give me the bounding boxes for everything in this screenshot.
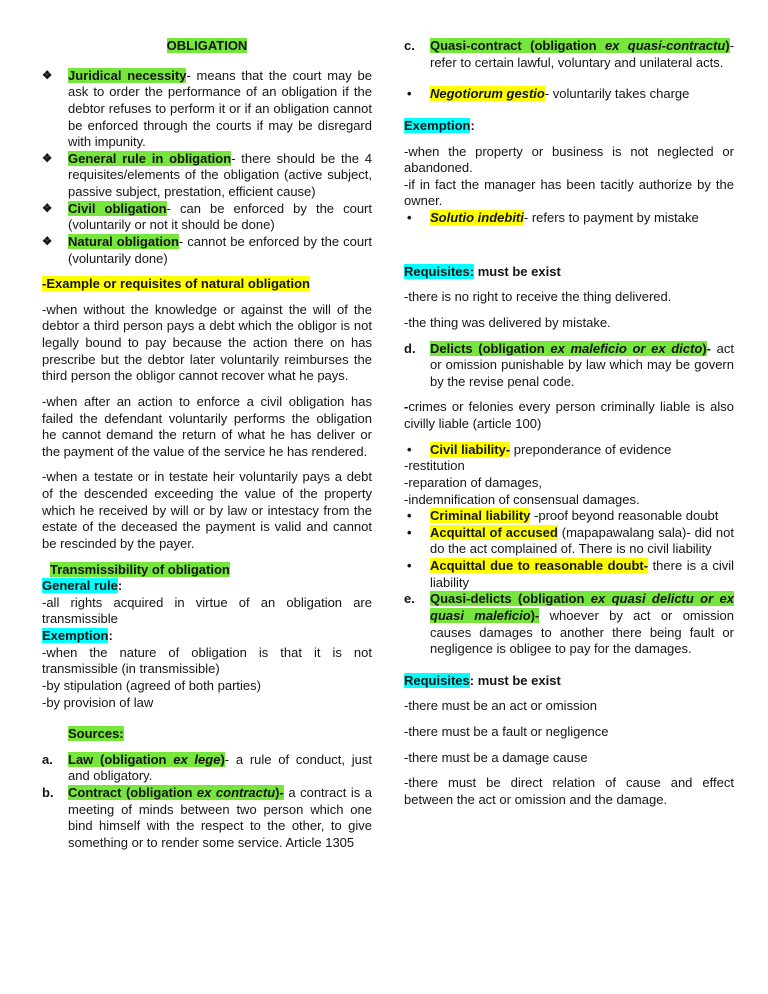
paragraph (42, 645, 372, 678)
highlighted-text: Quasi-contract (obligation (430, 38, 605, 53)
list-item-text (430, 525, 734, 558)
text-segment: crimes or felonies every person criminally liable is also civilly liable (article 100) (404, 399, 734, 431)
text-segment: a contract is a meeting of minds between two person which one bind himself with the respect to the other, to give something or to render some service. Article 1305 (68, 785, 372, 850)
diamond-list-item (42, 234, 372, 267)
text-segment: whoever by act or omission causes damages to another there being fault or negligence is obligee to pay for the damages. (430, 607, 735, 657)
highlighted-text: Exemption (42, 628, 109, 643)
text-segment: - can be enforced by the court (voluntarily or not it should be done) (68, 200, 372, 233)
text-segment: act or omission punishable by law which may be govern by the revise penal code. (430, 340, 734, 389)
highlighted-text: Transmissibility of obligation (50, 561, 230, 577)
dot-bullet-icon: • (407, 508, 412, 524)
dot-bullet-icon: • (407, 86, 412, 102)
item-letter-label: b. (42, 785, 54, 800)
list-item-text (68, 752, 372, 785)
spacer (404, 135, 734, 144)
spacer (404, 227, 734, 264)
spacer (404, 658, 734, 673)
text-line (404, 118, 734, 135)
text-segment: -indemnification of consensual damages. (404, 491, 640, 507)
highlighted-text: Quasi-delicts (obligation (430, 591, 591, 607)
text-segment: -when after an action to enforce a civil obligation has failed the defendant voluntarily performs the obligation he cannot demand the return of what he has deliver or the payment of the value of the service he has rendered. (42, 393, 372, 459)
bullet-list-item (404, 558, 734, 591)
lettered-list-item (404, 38, 734, 71)
highlighted-text: ex lege (173, 751, 221, 767)
list-item-text (68, 201, 372, 234)
paragraph (42, 469, 372, 552)
left-column (42, 38, 372, 852)
text-line (42, 276, 372, 293)
highlighted-text: ex contractu (196, 785, 276, 800)
text-segment: - cannot be enforced by the court (voluntarily done) (68, 233, 372, 266)
spacer (42, 553, 372, 562)
section-heading (42, 726, 372, 743)
text-segment: -by stipulation (agreed of both parties) (42, 677, 261, 693)
paragraph (404, 750, 734, 767)
list-item-text (68, 151, 372, 201)
text-segment: -when the property or business is not neglected or abandoned. (404, 143, 734, 176)
diamond-list-item (42, 151, 372, 201)
text-line (42, 578, 372, 595)
spacer (404, 103, 734, 118)
paragraph (404, 177, 734, 210)
spacer (42, 267, 372, 276)
highlighted-text: Negotiorum gestio (430, 86, 545, 102)
text-segment: -proof beyond reasonable doubt (530, 508, 719, 524)
text-segment: -by provision of law (42, 694, 154, 710)
text-segment: there is a civil liability (430, 558, 734, 590)
text-segment: - there should be the 4 requisites/elements of the obligation (active subject, passive subject, prestation, efficient cause) (68, 150, 372, 199)
item-letter-label: a. (42, 751, 53, 767)
bullet-list-item (404, 442, 734, 459)
text-segment: -there is no right to receive the thing delivered. (404, 289, 672, 305)
section-heading (42, 562, 372, 579)
list-item-text (68, 234, 372, 267)
paragraph (404, 698, 734, 715)
highlighted-text: Sources: (68, 726, 124, 742)
bullet-list-item (404, 508, 734, 525)
diamond-bullet-icon: ❖ (42, 235, 53, 248)
highlighted-text: OBLIGATION (166, 38, 248, 53)
diamond-bullet-icon: ❖ (42, 152, 53, 165)
item-letter-label: d. (404, 340, 416, 356)
highlighted-text: Acquittal of accused (430, 524, 558, 540)
document-title (42, 38, 372, 55)
list-item-text (430, 86, 734, 103)
text-line (404, 264, 734, 281)
text-segment: preponderance of evidence (510, 441, 672, 457)
paragraph (42, 302, 372, 385)
lettered-list-item (404, 591, 734, 658)
spacer (42, 385, 372, 394)
text-segment: -when the nature of obligation is that it is not transmissible (in transmissible) (42, 644, 372, 677)
lettered-list-item (404, 341, 734, 391)
list-item-text (430, 558, 734, 591)
list-item-text (430, 442, 734, 459)
diamond-list-item (42, 68, 372, 151)
text-segment: - a rule of conduct, just and obligatory. (68, 751, 373, 784)
spacer (42, 460, 372, 469)
item-letter-label: e. (404, 591, 415, 607)
text-segment: -there must be direct relation of cause and effect between the act or omission and the damage. (404, 775, 734, 807)
text-segment: -when without the knowledge or against the will of the debtor a third person pays a debt which the obligor is not legally bound to pay because the action there on has prescribe but the debtor later voluntarily reimburses the third person the obligor cannot recover what he pays. (42, 301, 372, 384)
spacer (404, 71, 734, 86)
highlighted-text: ) (702, 340, 707, 356)
highlighted-text: ex quasi-contractu (604, 38, 726, 53)
spacer (404, 390, 734, 399)
text-segment: -all rights acquired in virtue of an obligation are transmissible (42, 594, 372, 627)
highlighted-text: ) (220, 751, 225, 767)
spacer (404, 306, 734, 315)
highlighted-text: Requisites (404, 672, 470, 688)
text-segment: -when a testate or in testate heir voluntarily pays a debt of the descended exceeding the value of the property which he received by will or by law or intestacy from the estate of the deceased the payment is valid and cannot be rescinded by the payer. (42, 469, 372, 551)
text-segment: must be exist (474, 263, 561, 279)
spacer (42, 293, 372, 302)
highlighted-text: Juridical necessity (68, 67, 187, 83)
text-segment: : (470, 117, 475, 133)
highlighted-text: ex maleficio or ex dicto (550, 340, 703, 356)
paragraph (404, 315, 734, 332)
dot-bullet-icon: • (407, 524, 412, 540)
dot-bullet-icon: • (407, 441, 412, 457)
item-letter-label: c. (404, 38, 415, 53)
spacer (404, 280, 734, 289)
text-segment: -reparation of damages, (404, 474, 543, 490)
spacer (404, 741, 734, 750)
highlighted-text: Acquittal due to reasonable doubt- (430, 558, 649, 573)
list-item-text (68, 785, 372, 852)
text-segment: - refers to payment by mistake (523, 210, 699, 225)
lettered-list-item (42, 785, 372, 852)
highlighted-text: Natural obligation (68, 233, 179, 249)
diamond-list-item (42, 201, 372, 234)
highlighted-text: General rule (42, 578, 118, 594)
text-segment: - refer to certain lawful, voluntary and unilateral acts. (430, 38, 734, 70)
list-item-text (430, 38, 734, 71)
paragraph (404, 724, 734, 741)
highlighted-text: Law (obligation (68, 751, 174, 767)
spacer (404, 766, 734, 775)
dot-bullet-icon: • (407, 558, 412, 573)
text-segment: -there must be a fault or negligence (404, 724, 609, 739)
highlighted-text: Delicts (obligation (430, 340, 551, 356)
text-segment: - means that the court may be ask to order the performance of an obligation if the debtor refuses to perform it or if an obligation cannot be enforced through the courts if may be disregard with impunity. (68, 67, 372, 150)
highlighted-text: )- (530, 607, 540, 623)
highlighted-text: ex quasi delictu or ex quasi maleficio (430, 591, 735, 623)
text-segment: : (117, 578, 123, 594)
text-line (42, 678, 372, 695)
highlighted-text: -Example or requisites of natural obligation (42, 276, 310, 292)
spacer (404, 433, 734, 442)
highlighted-text: )- (275, 785, 284, 800)
paragraph (404, 289, 734, 306)
text-line (404, 492, 734, 509)
text-segment: - (706, 340, 711, 356)
spacer (404, 689, 734, 698)
highlighted-text: Criminal liability (430, 508, 531, 524)
paragraph (42, 595, 372, 628)
dot-bullet-icon: • (407, 210, 412, 225)
paragraph (404, 144, 734, 177)
diamond-bullet-icon: ❖ (42, 202, 53, 215)
highlighted-text: Civil obligation (68, 200, 167, 216)
highlighted-text: Requisites: (404, 263, 475, 279)
text-segment: : (108, 628, 113, 643)
highlighted-text: Civil liability- (430, 441, 511, 457)
text-line (42, 695, 372, 712)
highlighted-text: Solutio indebiti (430, 210, 524, 225)
text-segment: -the thing was delivered by mistake. (404, 314, 611, 330)
text-segment: -restitution (404, 458, 465, 474)
text-line (404, 458, 734, 475)
highlighted-text: General rule in obligation (68, 150, 232, 166)
text-segment: : must be exist (469, 672, 561, 688)
spacer (404, 332, 734, 341)
diamond-bullet-icon: ❖ (42, 69, 53, 82)
highlighted-text: ) (725, 38, 730, 53)
text-line (404, 673, 734, 690)
list-item-text (430, 210, 734, 227)
list-item-text (430, 591, 734, 658)
spacer (404, 715, 734, 724)
text-segment: -there must be a damage cause (404, 749, 588, 765)
highlighted-text: Contract (obligation (68, 785, 197, 800)
text-line (42, 628, 372, 645)
text-segment: - (404, 399, 409, 415)
list-item-text (430, 508, 734, 525)
text-segment: (mapapawalang sala)- did not do the act complained of. There is no civil liability (430, 524, 734, 557)
lettered-list-item (42, 752, 372, 785)
list-item-text (68, 68, 372, 151)
text-segment: -there must be an act or omission (404, 698, 597, 714)
spacer (42, 711, 372, 726)
paragraph (404, 775, 734, 808)
text-segment: -if in fact the manager has been tacitly authorize by the owner. (404, 176, 734, 209)
bullet-list-item (404, 210, 734, 227)
highlighted-text: Exemption (404, 117, 471, 133)
text-segment: - voluntarily takes charge (544, 86, 690, 102)
bullet-list-item (404, 525, 734, 558)
list-item-text (430, 341, 734, 391)
spacer (42, 743, 372, 752)
bullet-list-item (404, 86, 734, 103)
paragraph (404, 399, 734, 432)
right-column (404, 38, 734, 809)
paragraph (42, 394, 372, 461)
text-line (404, 475, 734, 492)
